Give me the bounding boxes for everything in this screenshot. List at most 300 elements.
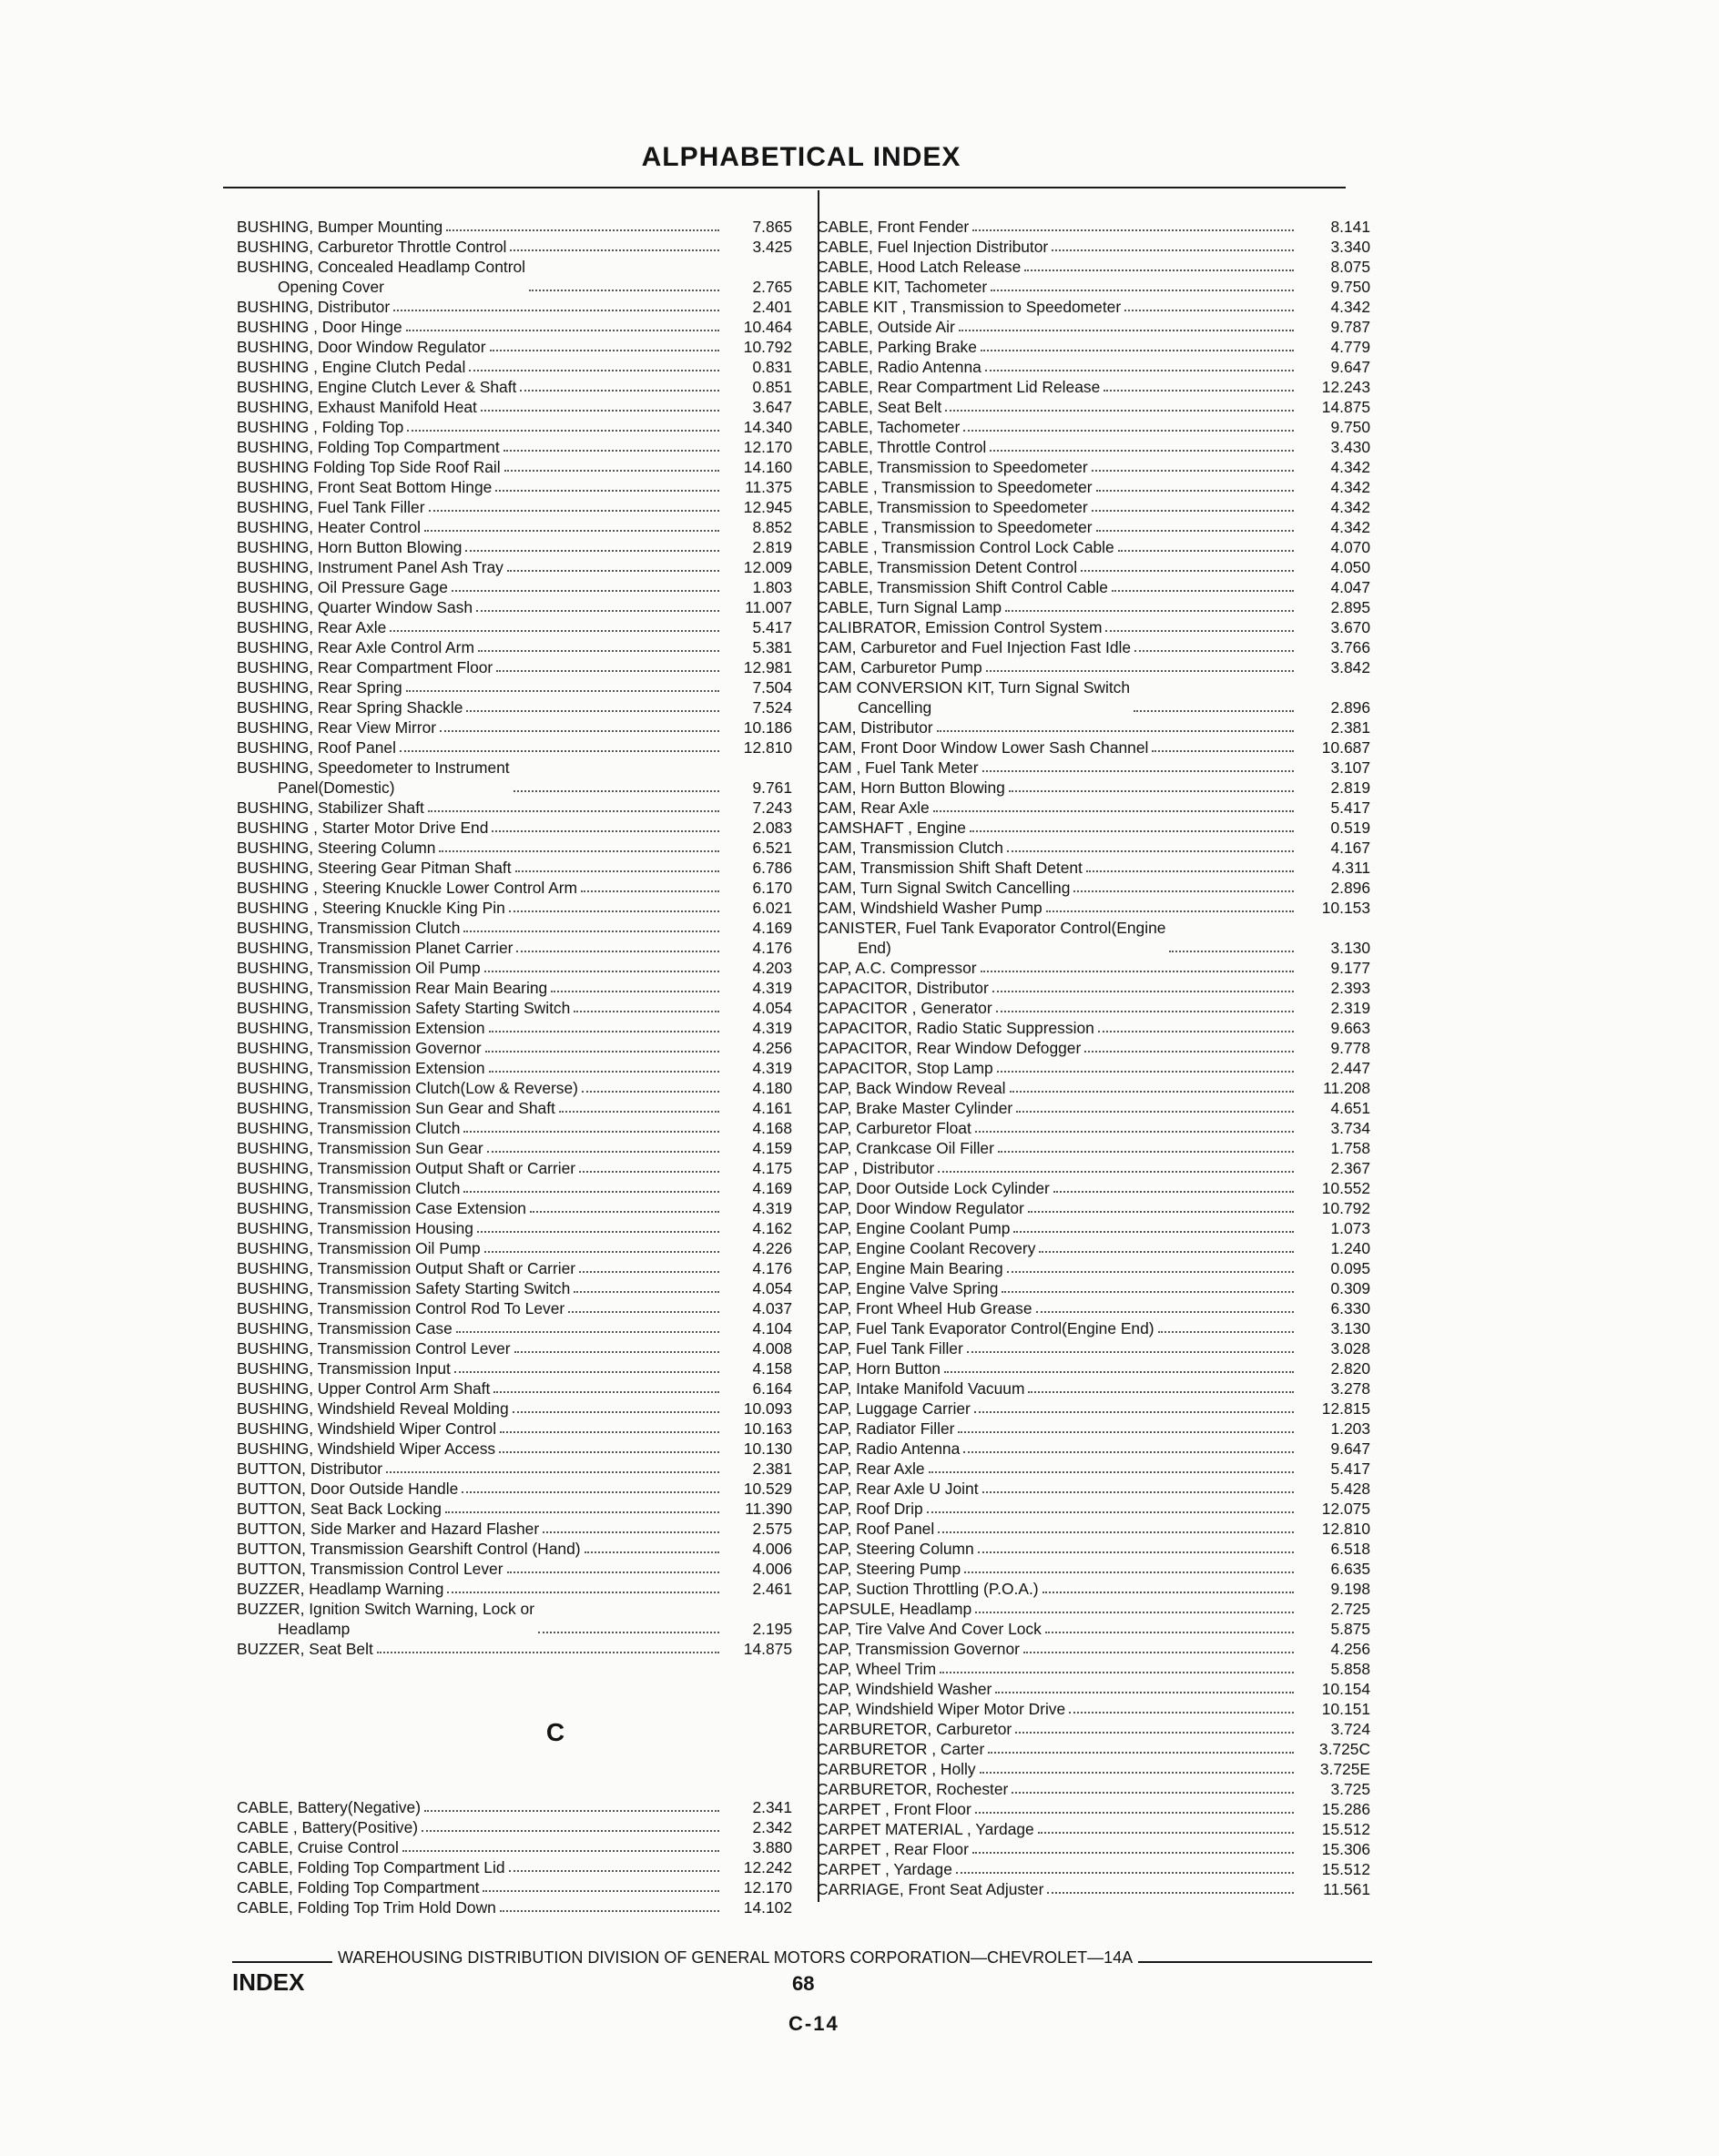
entry-text-line: BUSHING, Transmission Oil Pump [237,1239,481,1257]
index-entry [815,717,1370,737]
entry-text [817,978,989,998]
entry-text [237,457,501,477]
dot-leader [978,1551,1294,1553]
entry-text [817,818,966,838]
entry-number: 5.417 [752,618,792,636]
entry-number: 4.047 [1330,578,1370,596]
dot-leader [1015,1732,1294,1734]
index-label: INDEX [232,1968,305,1996]
dot-leader [582,1091,719,1093]
index-entry [815,217,1370,237]
entry-number: 5.417 [1330,798,1370,817]
entry-text [237,637,474,657]
index-entry [815,1018,1370,1038]
dot-leader [1105,630,1294,632]
entry-text [237,1419,496,1439]
entry-text [237,1639,373,1659]
index-entry [237,337,792,357]
dot-leader [1073,890,1294,892]
entry-number: 3.670 [1330,618,1370,636]
index-entry [237,1837,792,1857]
index-entry [237,838,792,858]
entry-text-line: CAP, Back Window Reveal [817,1079,1006,1097]
dot-leader [1012,1792,1294,1794]
entry-number: 2.896 [1330,698,1370,717]
dot-leader [500,1910,719,1912]
entry-number: 4.054 [752,999,792,1017]
index-entry [237,357,792,377]
entry-text-line: BUSHING , Starter Motor Drive End [237,819,489,837]
entry-text-line: CARBURETOR , Carter [817,1740,985,1758]
index-entry [237,477,792,497]
index-entry [237,1138,792,1158]
index-entry [815,1058,1370,1078]
entry-number: 4.050 [1330,558,1370,576]
entry-text-line: BUTTON, Door Outside Handle [237,1480,459,1498]
dot-leader [489,1071,719,1073]
dot-leader [956,1872,1294,1874]
footer-division-text: WAREHOUSING DISTRIBUTION DIVISION OF GENERAL MOTORS CORPORATION—CHEVROLET—14A [338,1948,1134,1967]
index-entry [815,1298,1370,1318]
entry-text [237,1098,555,1118]
index-entry [815,1419,1370,1439]
entry-number: 12.945 [743,498,792,516]
entry-number: 4.176 [752,1259,792,1277]
entry-number: 1.803 [752,578,792,596]
entry-text [817,277,987,297]
entry-text [817,557,1077,577]
entry-number: 4.319 [752,1199,792,1217]
dot-leader [463,931,719,932]
entry-number: 4.070 [1330,538,1370,556]
entry-text [817,317,955,337]
entry-number: 6.786 [752,859,792,877]
entry-number: 4.006 [752,1540,792,1558]
entry-number: 7.865 [752,218,792,236]
index-entry [815,337,1370,357]
entry-text [237,798,424,818]
entry-text [237,417,403,437]
entry-number: 15.306 [1321,1840,1370,1858]
entry-number: 4.256 [1330,1640,1370,1658]
entry-number: 9.787 [1330,318,1370,336]
dot-leader [1028,1391,1294,1393]
entry-text [237,1857,505,1877]
entry-text-line: CAP, Wheel Trim [817,1660,937,1678]
dot-leader [1098,1031,1294,1032]
entry-text-line: CABLE, Hood Latch Release [817,258,1022,276]
dot-leader [390,630,719,632]
index-entry [237,397,792,417]
dot-leader [1158,1331,1294,1333]
entry-text [817,1318,1154,1338]
entry-text [817,1338,963,1358]
entry-text-line: BUSHING, Front Seat Bottom Hinge [237,478,493,496]
entry-text-line: BUSHING, Quarter Window Sash [237,598,473,616]
entry-text-line: CABLE, Transmission Detent Control [817,558,1078,576]
index-entry [237,1439,792,1459]
entry-text [817,1258,1003,1278]
entry-text-line: CAP, Brake Master Cylinder [817,1099,1013,1117]
entry-number: 11.375 [745,478,792,496]
entry-number: 4.104 [752,1319,792,1337]
entry-text [237,257,525,297]
index-entry [237,1419,792,1439]
footer-rule-left [232,1961,332,1963]
entry-number: 9.750 [1330,418,1370,436]
entry-number: 9.761 [752,778,792,797]
dot-leader [485,1051,719,1053]
entry-text-line: BUSHING, Carburetor Throttle Control [237,238,507,256]
entry-text-line: BUTTON, Seat Back Locking [237,1500,442,1518]
entry-text [237,1238,481,1258]
entry-text [237,577,448,597]
entry-text-line: CABLE , Transmission Control Lock Cable [817,538,1114,556]
entry-text-line: BUSHING, Windshield Wiper Access [237,1439,496,1458]
entry-number: 9.750 [1330,278,1370,296]
dot-leader [975,1612,1294,1613]
entry-text [817,1278,998,1298]
entry-text [237,1058,485,1078]
entry-text [817,1178,1050,1198]
dot-leader [424,1810,719,1812]
entry-text-line: BUZZER, Headlamp Warning [237,1580,444,1598]
index-entry [237,1459,792,1479]
entry-number: 3.725 [1330,1780,1370,1798]
entry-text-line: CAP, Steering Column [817,1540,974,1558]
dot-leader [507,570,719,572]
index-entry [815,778,1370,798]
index-entry [237,1018,792,1038]
dot-leader [963,430,1294,432]
entry-number: 11.007 [745,598,792,616]
index-entry [237,1479,792,1499]
entry-number: 14.340 [743,418,792,436]
dot-leader [1023,1652,1294,1653]
entry-text-line: CAM, Front Door Window Lower Sash Channel [817,738,1149,757]
entry-text [817,377,1100,397]
entry-number: 4.176 [752,939,792,957]
index-entry [815,1719,1370,1739]
dot-leader [462,1491,719,1493]
entry-text [237,758,510,798]
entry-number: 4.006 [752,1560,792,1578]
entry-text-line: CABLE, Throttle Control [817,438,987,456]
entry-number: 3.880 [752,1838,792,1856]
entry-text [817,497,1088,517]
entry-number: 3.766 [1330,638,1370,656]
entry-text [817,858,1083,878]
index-entry [815,1759,1370,1779]
entry-number: 3.725E [1319,1760,1370,1778]
entry-number: 9.177 [1330,959,1370,977]
entry-text [817,1018,1094,1038]
dot-leader [1002,1291,1294,1293]
dot-leader [927,1511,1294,1513]
index-entry [815,737,1370,758]
entry-number: 14.102 [743,1898,792,1917]
dot-leader [1009,790,1294,792]
dot-leader [393,310,719,311]
entry-number: 12.810 [743,738,792,757]
entry-text-line: CAP, Intake Manifold Vacuum [817,1379,1025,1398]
entry-text [237,517,421,537]
entry-text-line: BUSHING, Horn Button Blowing [237,538,463,556]
index-entry [815,1819,1370,1839]
entry-text-line: BUSHING, Rear View Mirror [237,718,437,737]
entry-text-line: BUTTON, Transmission Gearshift Control (Hand) [237,1540,581,1558]
dot-leader [400,750,719,752]
index-entry [815,1539,1370,1559]
dot-leader [1010,1091,1295,1093]
index-entry [237,1857,792,1877]
index-entry [237,517,792,537]
entry-number: 6.521 [752,839,792,857]
index-entry [815,918,1370,958]
entry-number: 9.198 [1330,1580,1370,1598]
dot-leader [982,1491,1294,1493]
entry-number: 4.319 [752,979,792,997]
entry-text [817,677,1130,717]
index-entry [815,1579,1370,1599]
dot-leader [503,450,719,452]
index-entry [815,1659,1370,1679]
dot-leader [933,810,1294,812]
entry-text-line: CAP, Rear Axle U Joint [817,1480,979,1498]
entry-text [237,1198,526,1218]
entry-text [237,1218,473,1238]
dot-leader [500,1431,719,1433]
dot-leader [1005,610,1294,612]
entry-text [817,1238,1035,1258]
entry-text [817,1819,1034,1839]
entry-text [237,1797,421,1817]
index-entry [815,1879,1370,1899]
entry-number: 6.635 [1330,1560,1370,1578]
dot-leader [958,1431,1294,1433]
index-entry [237,597,792,617]
index-entry [815,1038,1370,1058]
entry-text [817,1459,925,1479]
dot-leader [529,290,719,291]
index-entry [237,1358,792,1378]
entry-number: 8.852 [752,518,792,536]
index-entry [237,577,792,597]
index-entry [237,377,792,397]
index-entry [815,1739,1370,1759]
entry-text-line: CAP, Radio Antenna [817,1439,961,1458]
index-entry [237,317,792,337]
entry-text [237,237,506,257]
entry-text-line: BUSHING, Distributor [237,298,391,316]
dot-leader [963,1451,1294,1453]
right-column [815,217,1370,1899]
entry-text-line: BUSHING, Door Window Regulator [237,338,486,356]
index-entry [815,1198,1370,1218]
entry-text [237,1599,534,1639]
entry-number: 9.663 [1330,1019,1370,1037]
dot-leader [1046,910,1294,912]
entry-text [817,1398,971,1419]
entry-number: 12.242 [743,1858,792,1876]
entry-text-line: CABLE, Turn Signal Lamp [817,598,1002,616]
index-entry [237,818,792,838]
index-entry [237,737,792,758]
footer-rule-right [1138,1961,1372,1963]
dot-leader [538,1632,719,1633]
dot-leader [1038,1832,1294,1834]
entry-text-line: BUTTON, Distributor [237,1459,383,1478]
entry-text-line: BUSHING, Exhaust Manifold Heat [237,398,477,416]
index-entry [815,1859,1370,1879]
entry-text-line: CAP, Windshield Washer [817,1680,992,1698]
entry-text-continuation: Opening Cover [278,278,384,296]
entry-text-line: CAP, Front Wheel Hub Grease [817,1299,1032,1317]
entry-text [237,838,435,858]
entry-text-line: BUSHING, Transmission Case Extension [237,1199,526,1217]
index-entry [815,557,1370,577]
entry-text-line: CAP, Crankcase Oil Filler [817,1139,994,1157]
dot-leader [981,350,1294,351]
entry-text [237,557,503,577]
entry-text-line: CABLE, Parking Brake [817,338,977,356]
index-entry [815,1278,1370,1298]
entry-text-line: CARPET MATERIAL , Yardage [817,1820,1034,1838]
page-number: 68 [792,1972,815,1995]
entry-text-line: CAM, Windshield Washer Pump [817,899,1043,917]
entry-text-line: BUSHING, Rear Spring Shackle [237,698,463,717]
entry-text [817,1839,969,1859]
entry-text-line: CARPET , Yardage [817,1860,952,1878]
dot-leader [1047,1892,1294,1894]
dot-leader [964,1571,1294,1573]
entry-text-line: CAP, Engine Coolant Recovery [817,1239,1036,1257]
entry-text-line: BUSHING , Engine Clutch Pedal [237,358,466,376]
entry-number: 5.381 [752,638,792,656]
entry-text-continuation: Headlamp [278,1620,351,1638]
dot-leader [429,510,720,512]
entry-text [237,1837,399,1857]
entry-text [237,1519,539,1539]
entry-text-line: CAP, Transmission Governor [817,1640,1020,1658]
index-entry [237,537,792,557]
entry-number: 12.815 [1321,1399,1370,1418]
entry-text-line: CALIBRATOR, Emission Control System [817,618,1103,636]
index-entry [815,818,1370,838]
dot-leader [985,370,1294,371]
dot-leader [516,951,719,952]
left-entries-c [237,1797,792,1917]
dot-leader [937,730,1294,732]
entry-number: 6.021 [752,899,792,917]
entry-text [237,1318,453,1338]
entry-text [817,1779,1008,1799]
entry-text-line: CAP, Rear Axle [817,1459,925,1478]
entry-text [237,918,460,938]
entry-text [817,1499,923,1519]
dot-leader [466,710,719,712]
entry-number: 4.342 [1330,498,1370,516]
entry-text-line: BUSHING, Engine Clutch Lever & Shaft [237,378,517,396]
dot-leader [513,1411,719,1413]
dot-leader [509,1870,719,1872]
entry-text [817,838,1003,858]
entry-text [237,858,512,878]
entry-number: 6.170 [752,879,792,897]
entry-text-line: BUSHING, Transmission Clutch [237,1179,461,1197]
entry-number: 2.381 [1330,718,1370,737]
dot-leader [489,1031,719,1032]
index-entry [237,1797,792,1817]
dot-leader [945,410,1294,412]
entry-text [817,637,1131,657]
entry-text [237,617,386,637]
entry-number: 2.381 [752,1459,792,1478]
index-entry [237,1817,792,1837]
entry-text [237,1817,418,1837]
index-entry [815,257,1370,277]
dot-leader [469,370,719,371]
entry-text-line: CABLE , Battery(Positive) [237,1818,419,1836]
entry-text [237,1459,382,1479]
entry-number: 6.330 [1330,1299,1370,1317]
entry-number: 3.842 [1330,658,1370,676]
index-entry [237,717,792,737]
entry-number: 14.875 [1321,398,1370,416]
entry-text [237,1138,483,1158]
entry-text [237,1018,485,1038]
entry-text [817,1719,1012,1739]
entry-text-line: BUSHING, Windshield Reveal Molding [237,1399,509,1418]
entry-number: 2.447 [1330,1059,1370,1077]
entry-text-line: BUSHING, Transmission Rear Main Bearing [237,979,548,997]
entry-number: 4.008 [752,1339,792,1358]
entry-text-line: BUSHING, Transmission Sun Gear and Shaft [237,1099,555,1117]
entry-text-line: CAM, Transmission Clutch [817,839,1003,857]
entry-number: 4.169 [752,919,792,937]
index-entry [815,357,1370,377]
index-entry [237,1579,792,1599]
index-entry [815,858,1370,878]
entry-text-line: CABLE, Seat Belt [817,398,942,416]
dot-leader [407,430,719,432]
entry-number: 2.820 [1330,1359,1370,1378]
dot-leader [991,290,1294,291]
entry-text-line: BUSHING, Transmission Sun Gear [237,1139,483,1157]
index-entry [815,1839,1370,1859]
entry-text-line: CAP, Steering Pump [817,1560,961,1578]
entry-text [237,297,390,317]
index-entry [815,297,1370,317]
entry-text [237,597,473,617]
dot-leader [1169,951,1294,952]
entry-text [817,517,1093,537]
entry-number: 4.226 [752,1239,792,1257]
entry-number: 10.154 [1321,1680,1370,1698]
entry-number: 2.341 [752,1798,792,1816]
dot-leader [452,590,719,592]
dot-leader [970,830,1294,832]
dot-leader [981,971,1294,972]
entry-text-line: BUSHING , Steering Knuckle Lower Control Arm [237,879,578,897]
index-entry [815,1439,1370,1459]
entry-text [817,337,977,357]
entry-text-line: BUSHING, Rear Compartment Floor [237,658,493,676]
dot-leader [1007,850,1294,852]
dot-leader [579,1271,719,1273]
entry-text-line: BUSHING, Transmission Input [237,1359,451,1378]
entry-text-line: BUSHING, Transmission Clutch [237,919,461,937]
